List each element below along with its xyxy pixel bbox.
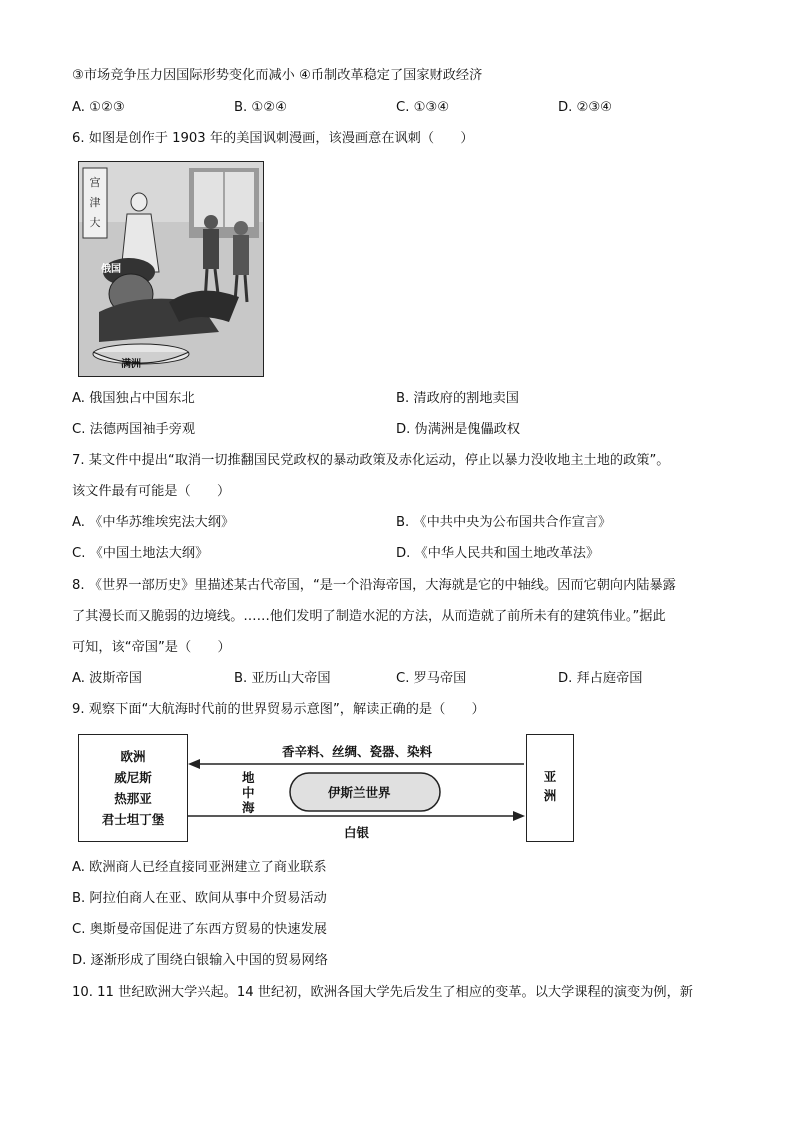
q8-stem-line-2: 了其漫长而又脆弱的边境线。……他们发明了制造水泥的方法，从而造就了前所未有的建筑伟业。”据此 [72, 609, 666, 624]
europe-line-3: 热那亚 [114, 791, 152, 806]
q8-stem-line-1: 8. 《世界一部历史》里描述某古代帝国，“是一个沿海帝国，大海就是它的中轴线。因而它朝向内陆暴露 [72, 578, 676, 593]
bottom-goods-label: 白银 [344, 825, 370, 840]
q6-option-b: B. 清政府的割地卖国 [396, 391, 519, 406]
cartoon-sign-char-2: 津 [89, 196, 101, 209]
q9-trade-diagram [78, 734, 578, 844]
q7-option-b: B. 《中共中央为公布国共合作宣言》 [396, 515, 612, 530]
cartoon-sign-char-1: 宫 [89, 176, 101, 189]
q5-statements: ③市场竞争压力因国际形势变化而减小 ④币制改革稳定了国家财政经济 [72, 68, 483, 83]
q5-option-d: D. ②③④ [558, 100, 613, 115]
cartoon-sign-char-3: 大 [89, 216, 101, 229]
center-label: 伊斯兰世界 [328, 785, 391, 800]
europe-line-1: 欧洲 [120, 749, 146, 764]
q10-stem: 10. 11 世纪欧洲大学兴起。14 世纪初，欧洲各国大学先后发生了相应的变革。以大学课程的演变为例，新 [72, 985, 693, 1000]
q6-stem: 6. 如图是创作于 1903 年的美国讽刺漫画，该漫画意在讽刺（ ） [72, 131, 474, 146]
q9-option-d: D. 逐渐形成了围绕白银输入中国的贸易网络 [72, 953, 328, 968]
q7-option-a: A. 《中华苏维埃宪法大纲》 [72, 515, 235, 530]
top-goods-label: 香辛料、丝绸、瓷器、染料 [282, 744, 433, 759]
q8-option-d: D. 拜占庭帝国 [558, 671, 643, 686]
cartoon-label-manchuria: 满洲 [121, 359, 141, 370]
q7-stem-line-1: 7. 某文件中提出“取消一切推翻国民党政权的暴动政策及赤化运动，停止以暴力没收地主土地的政策”。 [72, 453, 670, 468]
q9-option-b: B. 阿拉伯商人在亚、欧间从事中介贸易活动 [72, 891, 327, 906]
q8-option-b: B. 亚历山大帝国 [234, 671, 331, 686]
q5-option-c: C. ①③④ [396, 100, 450, 115]
cartoon-label-russia: 俄国 [101, 264, 121, 275]
asia-label: 亚洲 [543, 769, 557, 803]
q8-stem-line-3: 可知，该“帝国”是（ ） [72, 640, 231, 655]
sea-label: 地中海 [242, 770, 255, 815]
q8-option-c: C. 罗马帝国 [396, 671, 467, 686]
q8-option-a: A. 波斯帝国 [72, 671, 142, 686]
q9-option-c: C. 奥斯曼帝国促进了东西方贸易的快速发展 [72, 922, 327, 937]
europe-line-2: 威尼斯 [114, 770, 152, 785]
q6-option-d: D. 伪满洲是傀儡政权 [396, 422, 521, 437]
europe-line-4: 君士坦丁堡 [101, 812, 165, 827]
q5-option-b: B. ①②④ [234, 100, 287, 115]
q6-option-a: A. 俄国独占中国东北 [72, 391, 195, 406]
q7-option-c: C. 《中国土地法大纲》 [72, 546, 209, 561]
q9-option-a: A. 欧洲商人已经直接同亚洲建立了商业联系 [72, 860, 327, 875]
q6-satirical-cartoon [78, 161, 264, 377]
q6-option-c: C. 法德两国袖手旁观 [72, 422, 196, 437]
q7-stem-line-2: 该文件最有可能是（ ） [72, 484, 231, 499]
q9-stem: 9. 观察下面“大航海时代前的世界贸易示意图”，解读正确的是（ ） [72, 702, 485, 717]
q7-option-d: D. 《中华人民共和国土地改革法》 [396, 546, 600, 561]
q5-option-a: A. ①②③ [72, 100, 125, 115]
